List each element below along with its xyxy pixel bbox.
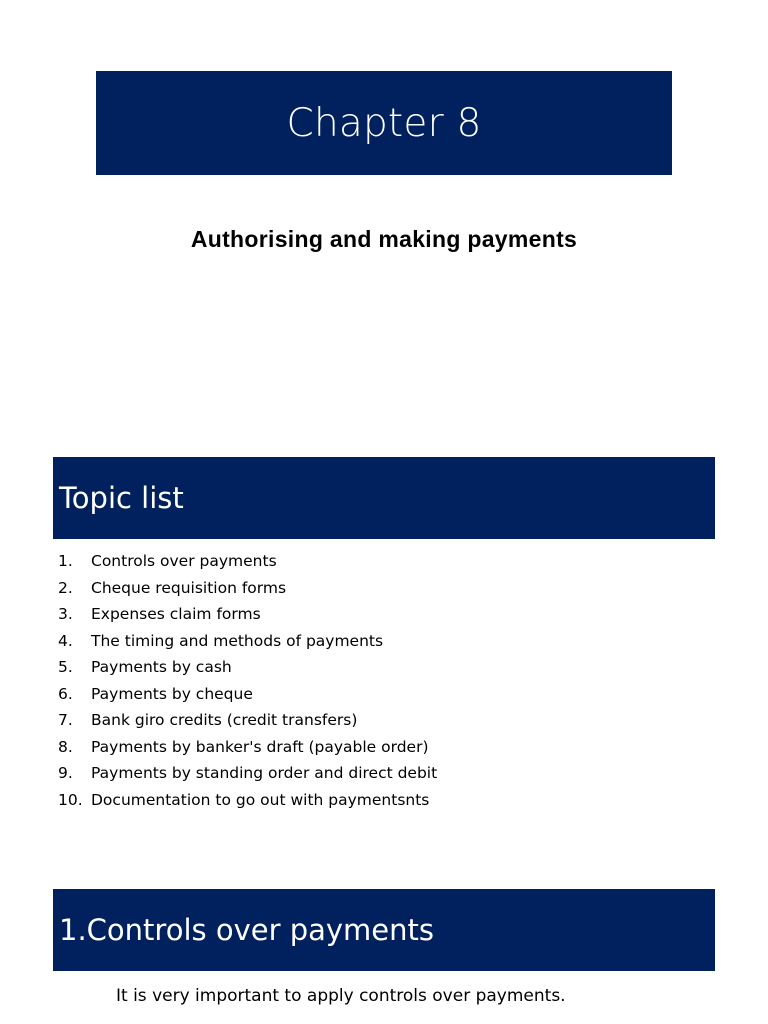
topic-number: 4. bbox=[58, 631, 73, 650]
topic-text: Cheque requisition forms bbox=[91, 578, 287, 597]
topic-text: Payments by standing order and direct debit bbox=[91, 764, 438, 783]
topic-list-heading: Topic list bbox=[59, 481, 184, 515]
chapter-banner bbox=[96, 71, 672, 175]
section-body-text: It is very important to apply controls over payments. bbox=[116, 986, 566, 1006]
topic-text: Payments by cash bbox=[91, 658, 232, 677]
topic-text: Payments by cheque bbox=[91, 684, 253, 703]
topic-list-item bbox=[58, 628, 437, 655]
chapter-subtitle: Authorising and making payments bbox=[190, 226, 578, 252]
topic-number: 8. bbox=[58, 737, 73, 756]
topic-list-item bbox=[58, 548, 437, 575]
topic-number: 9. bbox=[58, 764, 73, 783]
topic-list-item bbox=[58, 601, 437, 628]
topic-list-item bbox=[58, 654, 437, 681]
topic-number: 3. bbox=[58, 605, 73, 624]
topic-number: 2. bbox=[58, 578, 73, 597]
topic-text: Bank giro credits (credit transfers) bbox=[91, 711, 358, 730]
topic-number: 10. bbox=[58, 790, 83, 809]
topic-list-item bbox=[58, 787, 437, 814]
topic-text: Documentation to go out with paymentsnts bbox=[91, 790, 430, 809]
topic-list-item bbox=[58, 734, 437, 761]
topic-list-item bbox=[58, 760, 437, 787]
topic-list-item bbox=[58, 707, 437, 734]
section-banner-controls bbox=[53, 889, 715, 971]
topic-number: 7. bbox=[58, 711, 73, 730]
topic-number: 6. bbox=[58, 684, 73, 703]
topic-text: Controls over payments bbox=[91, 552, 277, 571]
topic-text: Payments by banker's draft (payable order) bbox=[91, 737, 429, 756]
topic-number: 5. bbox=[58, 658, 73, 677]
topic-text: The timing and methods of payments bbox=[91, 631, 384, 650]
topic-list-item bbox=[58, 681, 437, 708]
chapter-title: Chapter 8 bbox=[286, 100, 482, 146]
topic-number: 1. bbox=[58, 552, 73, 571]
topic-list-item bbox=[58, 575, 437, 602]
section-heading: 1.Controls over payments bbox=[59, 913, 435, 947]
topic-list-banner bbox=[53, 457, 715, 539]
topic-text: Expenses claim forms bbox=[91, 605, 261, 624]
topic-list bbox=[58, 548, 437, 813]
